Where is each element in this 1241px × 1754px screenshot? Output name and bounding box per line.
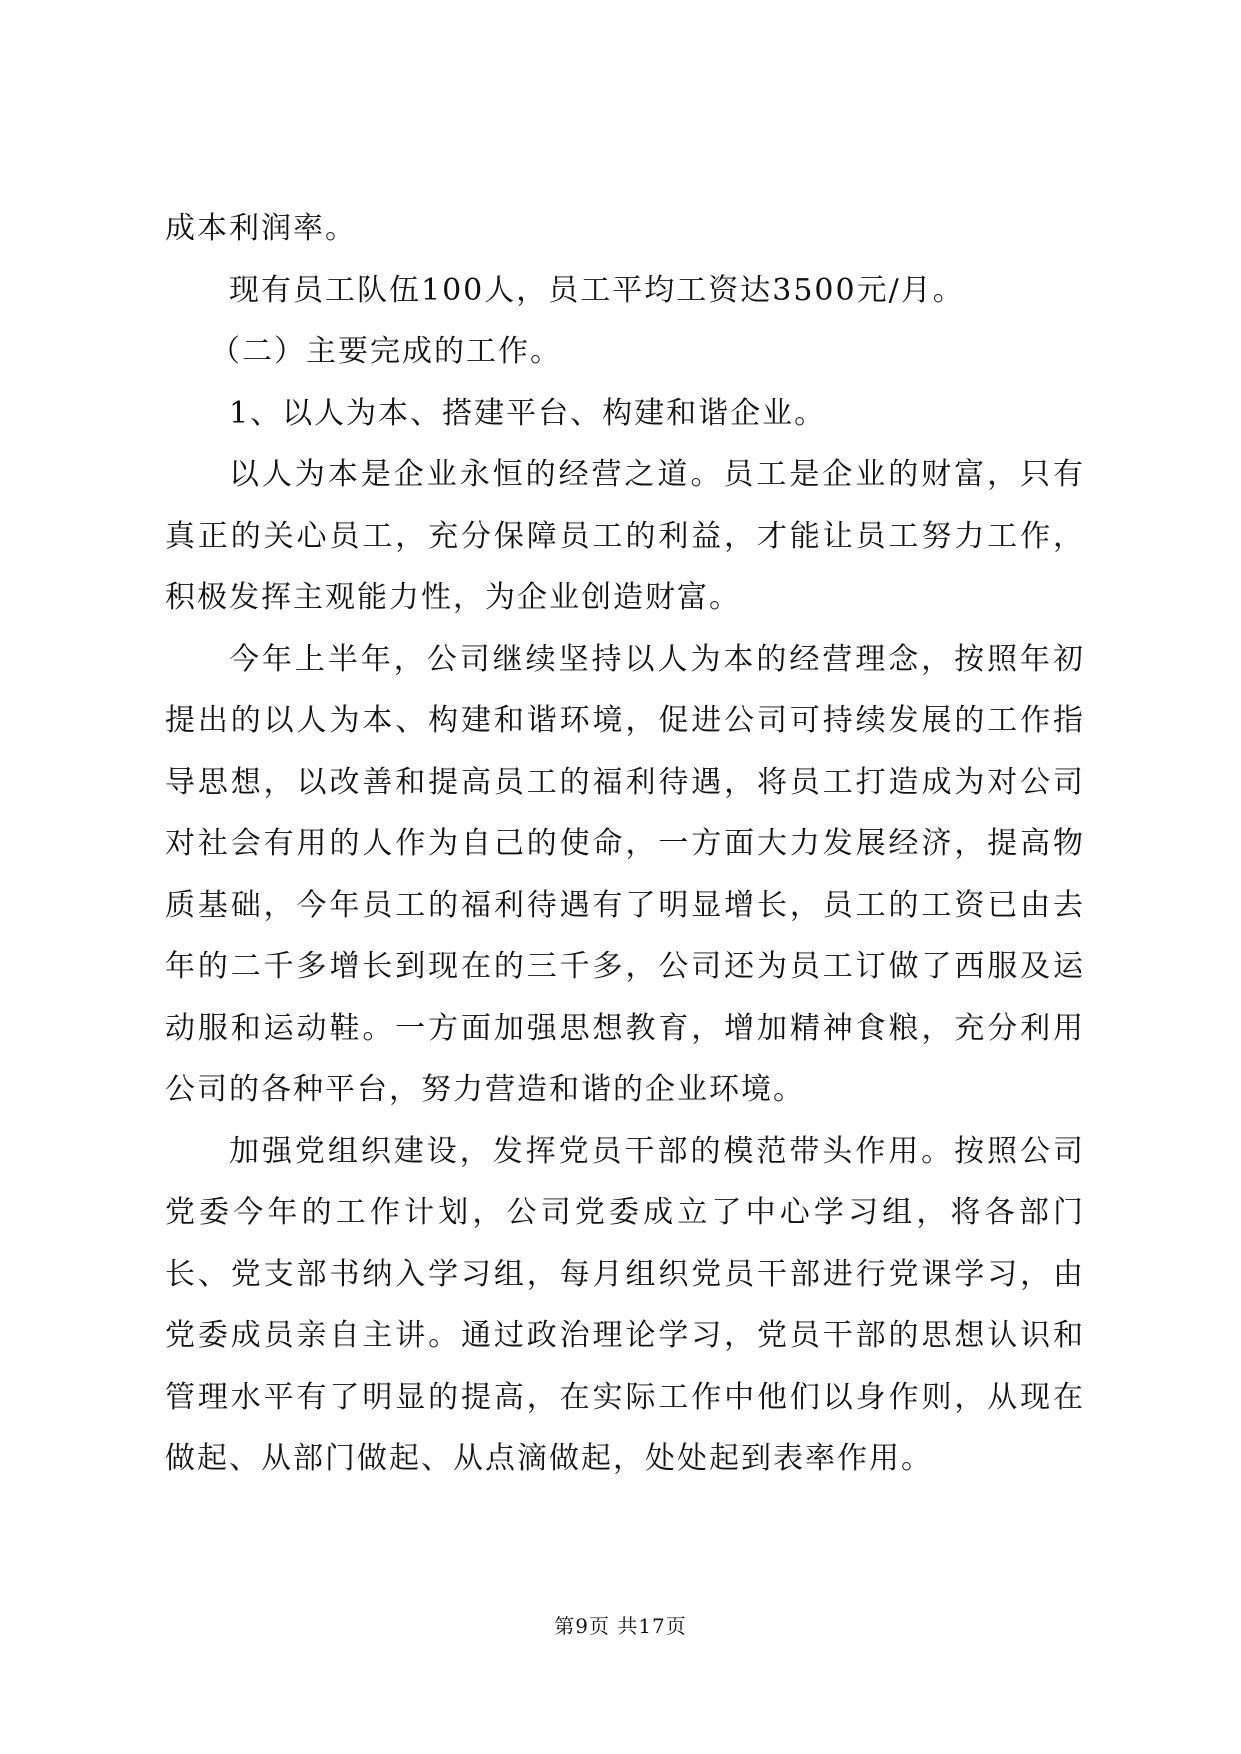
page-footer: 第9页 共17页 [554,1614,687,1638]
section-heading: （二）主要完成的工作。 [210,334,562,369]
paragraph-staff-summary: 现有员工队伍100人，员工平均工资达3500元/月。 [229,272,965,308]
subsection-heading: 1、以人为本、搭建平台、构建和谐企业。 [229,395,827,431]
paragraph-first-half-year: 今年上半年，公司继续坚持以人为本的经营理念，按照年初提出的以人为本、构建和谐环境，促进公司可持续发展的工作指导思想，以改善和提高员工的福利待遇，将员工打造成为对公司对社会有用的人作为自己的使命，一方面大力发展经济，提高物质基础，今年员工的福利待遇有了明显增长，员工的工资已由去年的二千多增长到现在的三千多，公司还为员工订做了西服及运动服和运动鞋。一方面加强思想教育，增加精神食粮，充分利用公司的各种平台，努力营造和谐的企业环境。 [165,641,1085,1107]
paragraph-continuation: 成本利润率。 [165,211,357,246]
document-body [165,198,1085,1490]
paragraph-party-building: 加强党组织建设，发挥党员干部的模范带头作用。按照公司党委今年的工作计划，公司党委成立了中心学习组，将各部门长、党支部书纳入学习组，每月组织党员干部进行党课学习，由党委成员亲自主讲。通过政治理论学习，党员干部的思想认识和管理水平有了明显的提高，在实际工作中他们以身作则，从现在做起、从部门做起、从点滴做起，处处起到表率作用。 [165,1133,1085,1476]
paragraph-people-oriented: 以人为本是企业永恒的经营之道。员工是企业的财富，只有真正的关心员工，充分保障员工的利益，才能让员工努力工作，积极发挥主观能力性，为企业创造财富。 [165,457,1085,615]
